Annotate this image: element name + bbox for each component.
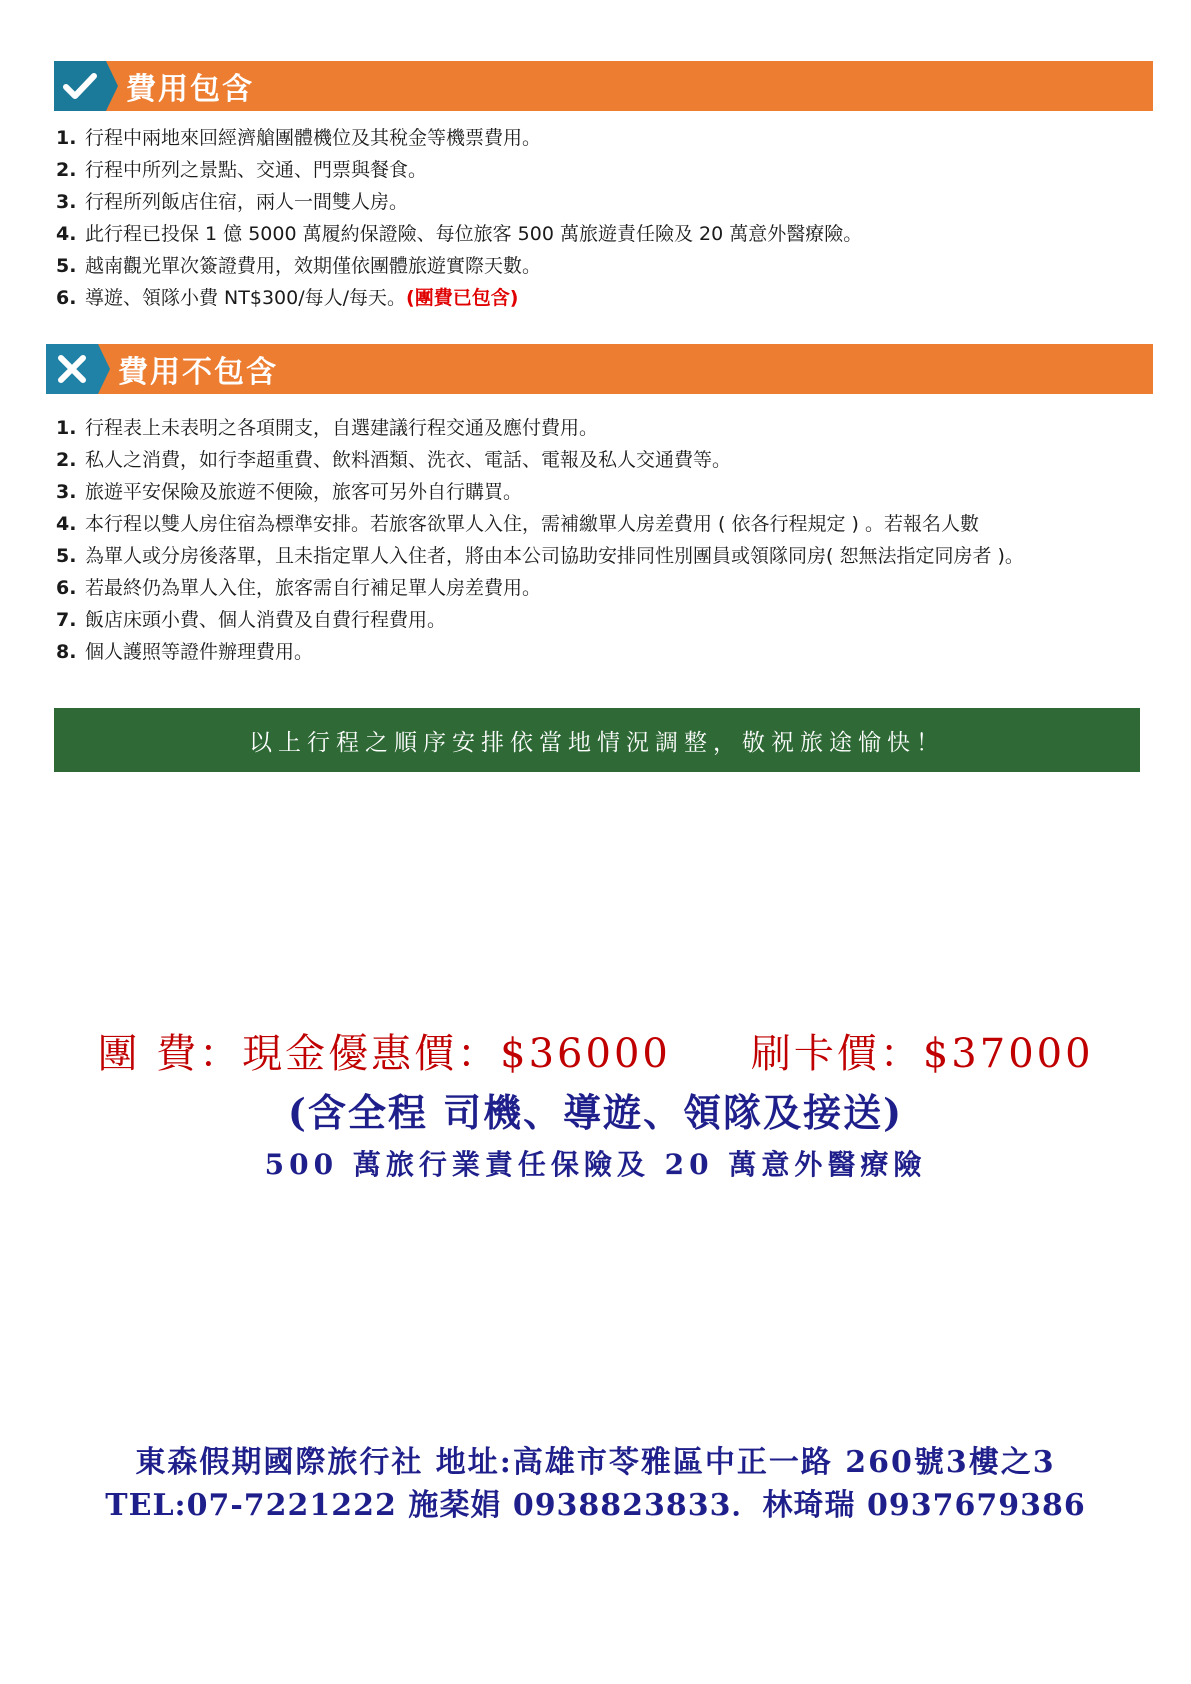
item-number: 5. [56, 255, 77, 277]
list-item [56, 186, 862, 218]
list-item [56, 282, 862, 314]
list-item [56, 508, 1024, 540]
check-icon-box [54, 61, 106, 111]
card-price: 刷卡價：$37000 [750, 1031, 1094, 1077]
excluded-section-header [46, 344, 1153, 394]
item-number: 4. [56, 513, 77, 535]
item-number: 1. [56, 127, 77, 149]
list-item [56, 412, 1024, 444]
item-text: 行程所列飯店住宿，兩人一間雙人房。 [85, 191, 409, 213]
insurance-note: 500 萬旅行業責任保險及 20 萬意外醫療險 [264, 1148, 927, 1181]
item-number: 8. [56, 641, 77, 663]
item-number: 7. [56, 609, 77, 631]
agency-contact: TEL:07-7221222 施棻娟 0938823833．林琦瑞 0937679386 [105, 1488, 1086, 1523]
item-number: 3. [56, 191, 77, 213]
included-section-header [54, 61, 1153, 111]
item-text: 此行程已投保 1 億 5000 萬履約保證險、每位旅客 500 萬旅遊責任險及 20 萬意外醫療險。 [85, 223, 863, 245]
list-item [56, 476, 1024, 508]
list-item [56, 572, 1024, 604]
item-text: 旅遊平安保險及旅遊不便險，旅客可另外自行購買。 [85, 481, 523, 503]
item-number: 6. [56, 577, 77, 599]
item-text: 行程中兩地來回經濟艙團體機位及其稅金等機票費用。 [85, 127, 542, 149]
item-number: 4. [56, 223, 77, 245]
list-item [56, 604, 1024, 636]
item-number: 2. [56, 449, 77, 471]
list-item [56, 540, 1024, 572]
item-number: 2. [56, 159, 77, 181]
list-item [56, 218, 862, 250]
item-number: 3. [56, 481, 77, 503]
included-title: 費用包含 [126, 72, 254, 107]
item-number: 1. [56, 417, 77, 439]
header-arrow [98, 344, 110, 394]
item-text: 行程中所列之景點、交通、門票與餐食。 [85, 159, 428, 181]
list-item [56, 250, 862, 282]
check-icon [63, 71, 97, 101]
item-text: 私人之消費，如行李超重費、飲料酒類、洗衣、電話、電報及私人交通費等。 [85, 449, 732, 471]
item-text: 導遊、領隊小費 NT$300/每人/每天。 [85, 287, 407, 309]
tip-included-note: (團費已包含) [406, 287, 519, 309]
list-item [56, 122, 862, 154]
x-icon [56, 353, 88, 385]
cash-price: 團 費：現金優惠價：$36000 [97, 1031, 671, 1077]
list-item [56, 154, 862, 186]
item-text: 為單人或分房後落單，且未指定單人入住者，將由本公司協助安排同性別團員或領隊同房( 恕無法指定同房者 )。 [85, 545, 1024, 567]
item-text: 本行程以雙人房住宿為標準安排。若旅客欲單人入住，需補繳單人房差費用 ( 依各行程規定 ) 。若報名人數 [85, 513, 979, 535]
list-item [56, 444, 1024, 476]
price-includes: (含全程 司機、導遊、領隊及接送) [287, 1090, 904, 1135]
list-item [56, 636, 1024, 668]
item-text: 個人護照等證件辦理費用。 [85, 641, 314, 663]
item-number: 5. [56, 545, 77, 567]
item-text: 行程表上未表明之各項開支，自選建議行程交通及應付費用。 [85, 417, 599, 439]
price-line [0, 1022, 1191, 1079]
excluded-list [56, 412, 1024, 668]
item-text: 若最終仍為單人入住，旅客需自行補足單人房差費用。 [85, 577, 542, 599]
closing-banner-text: 以上行程之順序安排依當地情況調整，敬祝旅途愉快！ [249, 729, 945, 756]
agency-address: 東森假期國際旅行社 地址:高雄市苓雅區中正一路 260號3樓之3 [135, 1445, 1056, 1480]
item-number: 6. [56, 287, 77, 309]
excluded-title: 費用不包含 [118, 355, 278, 390]
item-text: 越南觀光單次簽證費用，效期僅依團體旅遊實際天數。 [85, 255, 542, 277]
header-arrow [106, 61, 118, 111]
x-icon-box [46, 344, 98, 394]
included-list [56, 122, 862, 314]
item-text: 飯店床頭小費、個人消費及自費行程費用。 [85, 609, 447, 631]
closing-banner [54, 708, 1140, 772]
